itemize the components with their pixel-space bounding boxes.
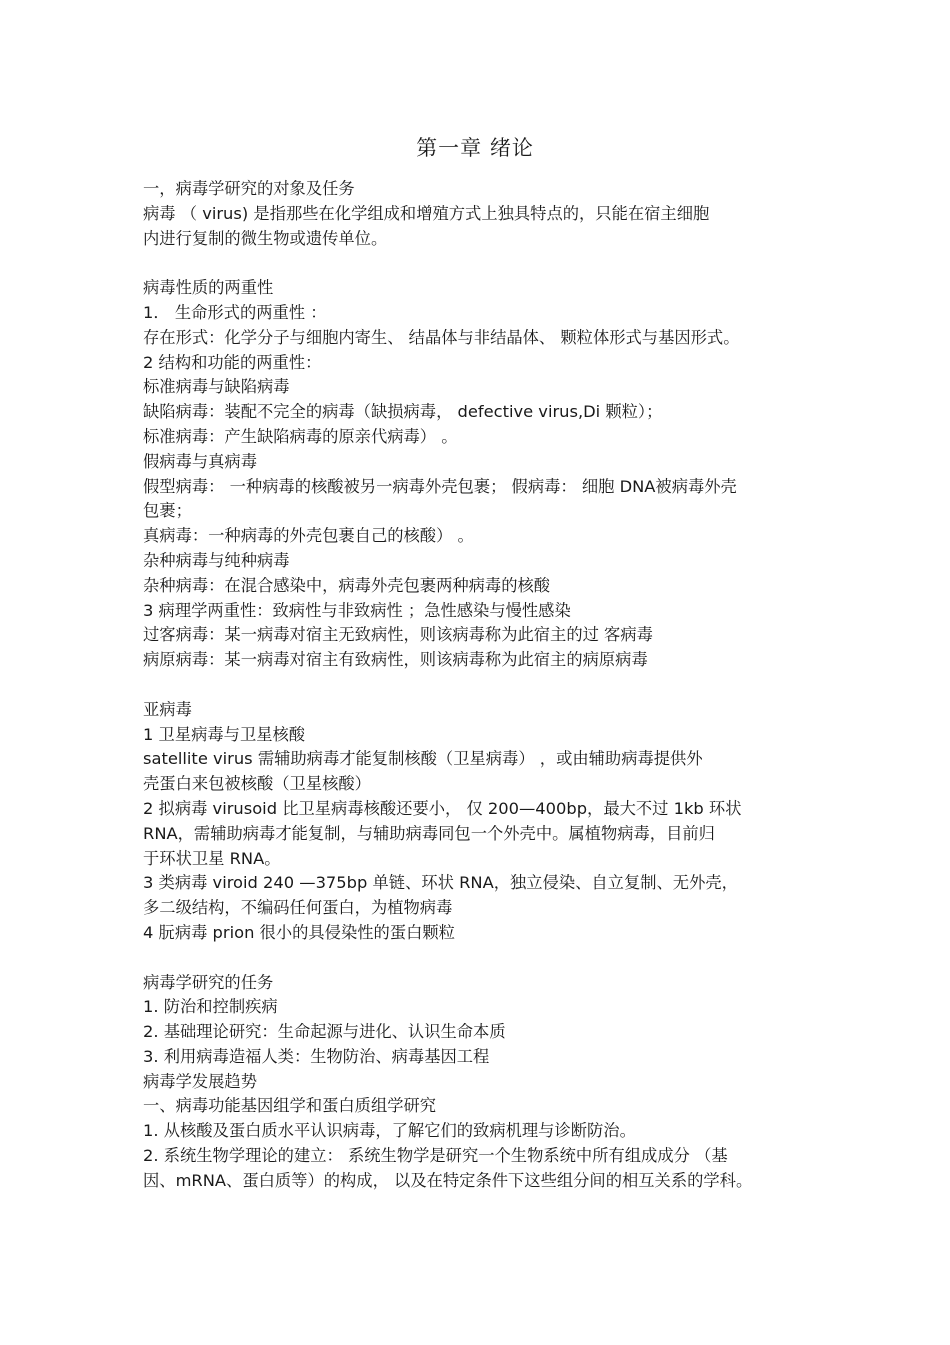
text-line: 包裹； [143,501,192,521]
text-line: 病毒性质的两重性 [143,278,274,298]
text-line: 3. 利用病毒造福人类：生物防治、病毒基因工程 [143,1046,490,1066]
text-line: 2 拟病毒 virusoid 比卫星病毒核酸还要小， 仅 200—400bp，最大不过 1kb 环状 [143,798,742,818]
text-line: 杂种病毒与纯种病毒 [143,550,290,570]
text-line: 假病毒与真病毒 [143,451,257,471]
blank-line [143,251,823,276]
blank-line [143,673,823,698]
text-line: 过客病毒：某一病毒对宿主无致病性，则该病毒称为此宿主的过 客病毒 [143,625,653,645]
text-line: 3 类病毒 viroid 240 —375bp 单链、环状 RNA，独立侵染、自立复制、无外壳， [143,873,738,893]
text-line: RNA，需辅助病毒才能复制，与辅助病毒同包一个外壳中。属植物病毒，目前归 [143,823,715,843]
text-line: 1. 从核酸及蛋白质水平认识病毒，了解它们的致病机理与诊断防治。 [143,1121,636,1141]
text-line: 2. 系统生物学理论的建立： 系统生物学是研究一个生物系统中所有组成成分 （基 [143,1146,728,1166]
text-line: 一，病毒学研究的对象及任务 [143,179,355,198]
text-line: 4 朊病毒 prion 很小的具侵染性的蛋白颗粒 [143,922,455,942]
text-line: 1. 防治和控制疾病 [143,997,278,1017]
text-line: 因、mRNA、蛋白质等）的构成， 以及在特定条件下这些组分间的相互关系的学科。 [143,1170,753,1190]
text-line: 病毒 （ virus) 是指那些在化学组成和增殖方式上独具特点的，只能在宿主细胞 [143,203,710,223]
text-line: 病毒学研究的任务 [143,972,274,992]
text-line: 假型病毒： 一种病毒的核酸被另一病毒外壳包裹； 假病毒： 细胞 DNA被病毒外壳 [143,476,737,496]
text-line: 1． 生命形式的两重性 ： [143,302,327,322]
text-line: 杂种病毒：在混合感染中，病毒外壳包裹两种病毒的核酸 [143,575,551,595]
text-line: 标准病毒与缺陷病毒 [143,377,290,397]
text-line: satellite virus 需辅助病毒才能复制核酸（卫星病毒） ，或由辅助病毒提供外 [143,749,703,769]
chapter-title: 第一章 绪论 [416,136,534,160]
blank-line [143,946,823,971]
text-line: 壳蛋白来包被核酸（卫星核酸） [143,774,371,794]
document-body [143,177,823,1194]
text-line: 1 卫星病毒与卫星核酸 [143,724,306,744]
text-line: 3 病理学两重性：致病性与非致病性 ；急性感染与慢性感染 [143,600,571,620]
text-line: 存在形式：化学分子与细胞内寄生、 结晶体与非结晶体、 颗粒体形式与基因形式。 [143,327,740,347]
text-line: 标准病毒：产生缺陷病毒的原亲代病毒） 。 [143,426,458,446]
text-line: 病毒学发展趋势 [143,1071,257,1091]
text-line: 缺陷病毒：装配不完全的病毒（缺损病毒， defective virus,Di 颗粒）； [143,402,663,422]
text-line: 病原病毒：某一病毒对宿主有致病性，则该病毒称为此宿主的病原病毒 [143,650,648,670]
text-line: 2 结构和功能的两重性： [143,352,322,372]
text-line: 于环状卫星 RNA。 [143,848,281,868]
text-line: 2. 基础理论研究：生命起源与进化、认识生命本质 [143,1022,506,1042]
text-line: 真病毒：一种病毒的外壳包裹自己的核酸） 。 [143,526,474,546]
text-line: 一、病毒功能基因组学和蛋白质组学研究 [143,1096,437,1116]
text-line: 多二级结构，不编码任何蛋白，为植物病毒 [143,898,453,918]
text-line: 内进行复制的微生物或遗传单位。 [143,228,388,248]
text-line: 亚病毒 [143,699,192,719]
